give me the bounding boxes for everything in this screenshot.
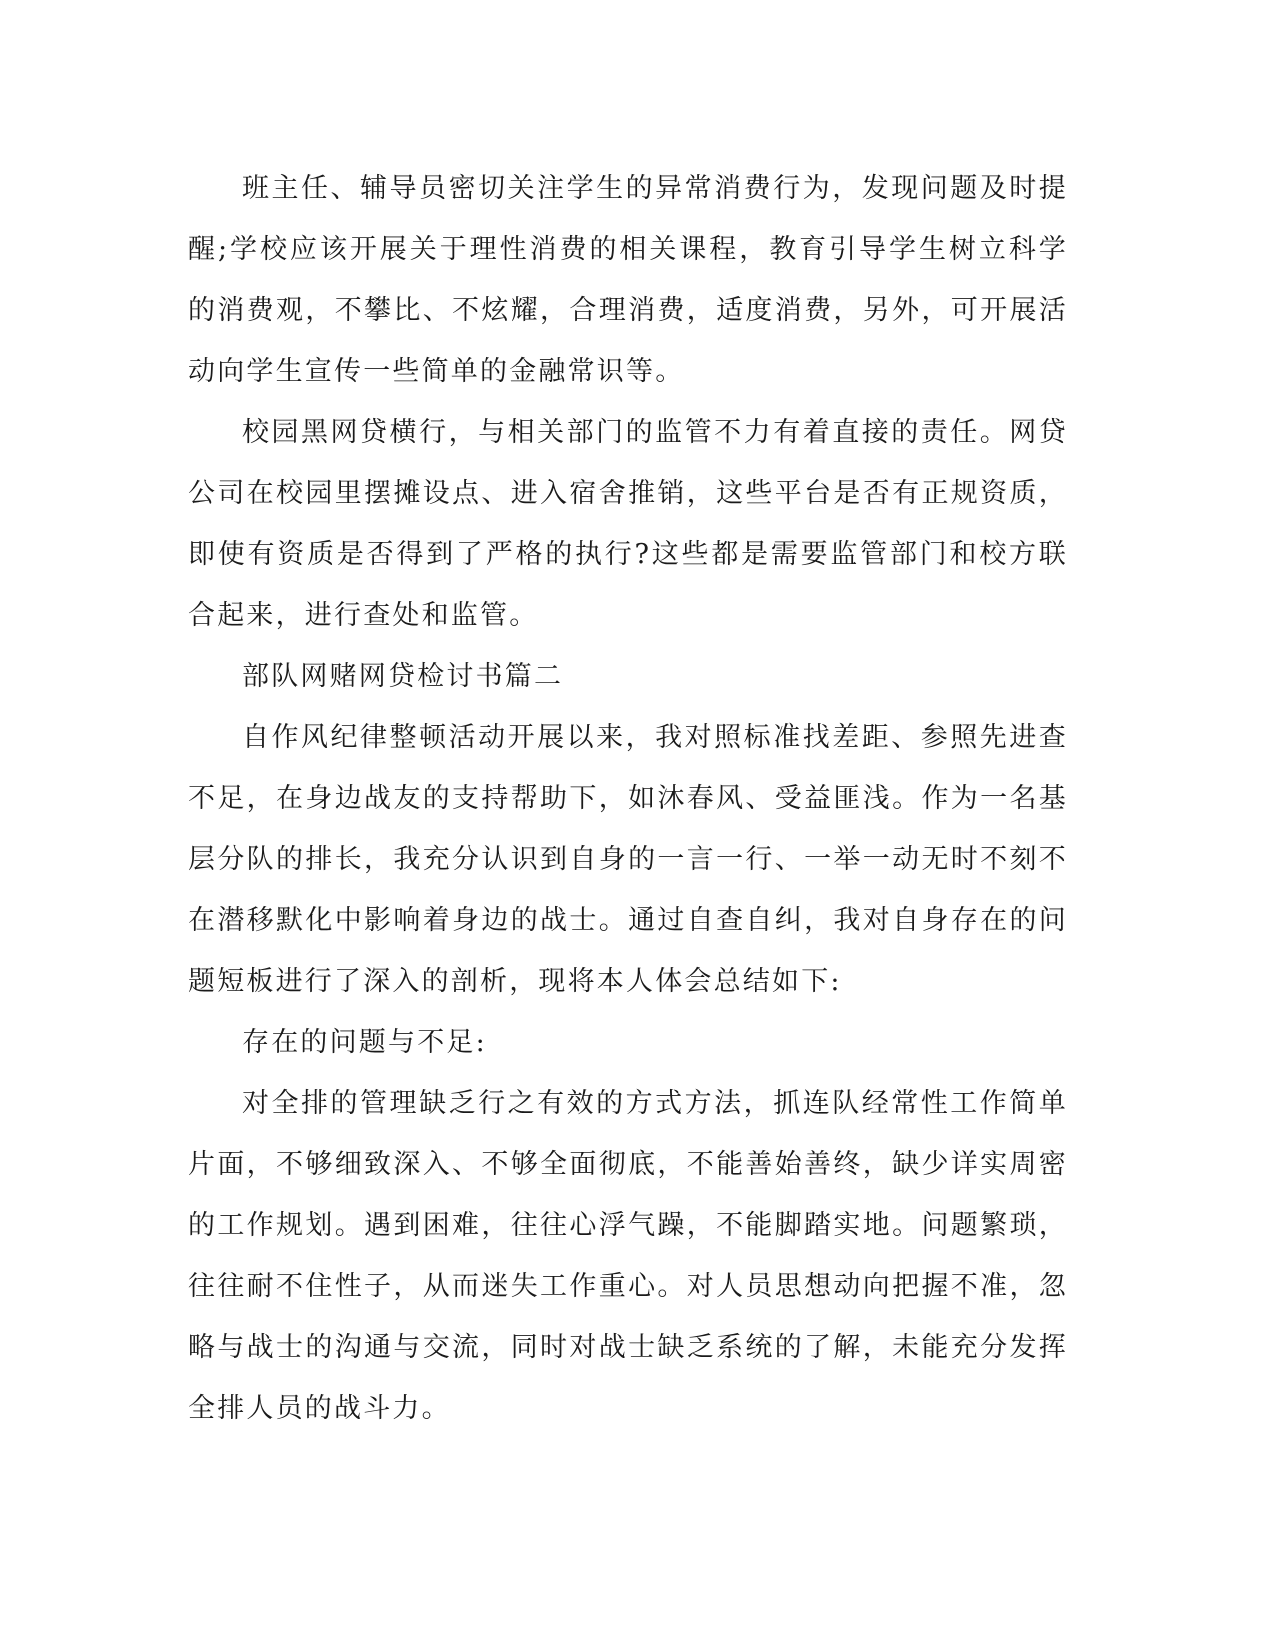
paragraph-introduction: 自作风纪律整顿活动开展以来，我对照标准找差距、参照先进查不足，在身边战友的支持帮助下，如沐春风、受益匪浅。作为一名基层分队的排长，我充分认识到自身的一言一行、一举一动无时不刻不在潜移默化中影响着身边的战士。通过自查自纠，我对自身存在的问题短板进行了深入的剖析，现将本人体会总结如下: [188, 722, 1068, 997]
paragraph-problems: 对全排的管理缺乏行之有效的方式方法，抓连队经常性工作简单片面，不够细致深入、不够全面彻底，不能善始善终，缺少详实周密的工作规划。遇到困难，往往心浮气躁，不能脚踏实地。问题繁琐，往往耐不住性子，从而迷失工作重心。对人员思想动向把握不准，忽略与战士的沟通与交流，同时对战士缺乏系统的了解，未能充分发挥全排人员的战斗力。 [188, 1088, 1068, 1424]
section-heading: 部队网赌网贷检讨书篇二 [242, 661, 564, 692]
document-body [188, 158, 1068, 1439]
subheading-problems: 存在的问题与不足: [242, 1027, 487, 1058]
paragraph-regulation: 校园黑网贷横行，与相关部门的监管不力有着直接的责任。网贷公司在校园里摆摊设点、进入宿舍推销，这些平台是否有正规资质，即使有资质是否得到了严格的执行?这些都是需要监管部门和校方联合起来，进行查处和监管。 [188, 417, 1068, 631]
paragraph-supervision: 班主任、辅导员密切关注学生的异常消费行为，发现问题及时提醒;学校应该开展关于理性消费的相关课程，教育引导学生树立科学的消费观，不攀比、不炫耀，合理消费，适度消费，另外，可开展活动向学生宣传一些简单的金融常识等。 [188, 173, 1068, 387]
